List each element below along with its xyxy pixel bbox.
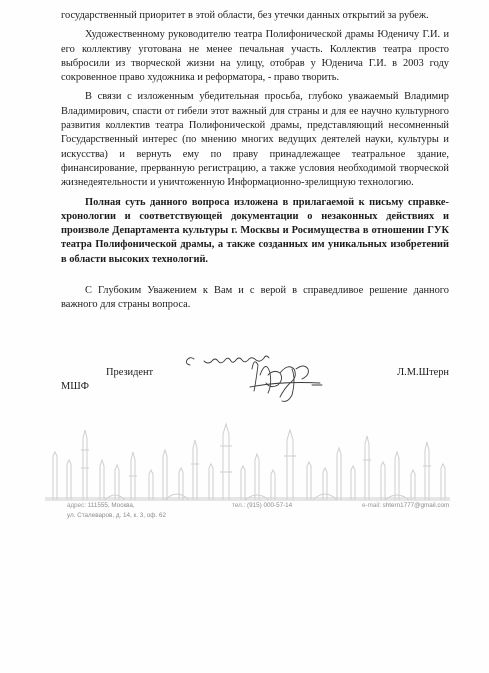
signature-block bbox=[61, 366, 449, 406]
footer-phone bbox=[232, 501, 292, 511]
paragraph-continuation: государственный приоритет в этой области, без утечки данных открытий за рубеж. bbox=[61, 10, 429, 21]
address-label: адрес: bbox=[67, 502, 87, 509]
address-line1: 111555, Москва, bbox=[87, 502, 135, 509]
paragraph-closing: С Глубоким Уважением к Вам и с верой в справедливое решение данного важного для страны вопроса. bbox=[61, 285, 449, 311]
letter-body bbox=[61, 9, 449, 313]
paragraph-request: В связи с изложенным убедительная просьба, глубоко уважаемый Владимир Владимирович, спасти от гибели этот важный для страны и для ее научно культурного развития коллектив театра Полифонической драмы, представляющий несомненный Государственный интерес (по мнению многих ведущих деятелей науки, культуры и искусства) и вернуть ему по праву принадлежащее театральное здание, финансирование, прерванную регистрацию, а также условия необходимой творческой жизнедеятельности и уничтоженную Информационно-зрелищную технологию. bbox=[61, 91, 449, 189]
signer-org: МШФ bbox=[61, 381, 89, 392]
phone-number: (915) 000-57-14 bbox=[247, 502, 293, 509]
signer-name: Л.М.Штерн bbox=[397, 367, 449, 378]
footer-address bbox=[67, 501, 166, 521]
footer-email bbox=[362, 501, 449, 511]
phone-label: тел.: bbox=[232, 502, 246, 509]
moscow-skyline-decoration bbox=[45, 420, 450, 502]
paragraph-summary: Полная суть данного вопроса изложена в прилагаемой к письму справке-хронологии и соответствующей документации о незаконных действиях и произволе Департамента культуры г. Москвы и Росимущества в отношении ГУК театра Полифонической драмы, а также созданных им уникальных изобретений в области высоких технологий. bbox=[61, 196, 449, 265]
email-label: e-mail: bbox=[362, 502, 381, 509]
letterhead-footer bbox=[0, 498, 489, 528]
email-address: shtern1777@gmail.com bbox=[382, 502, 450, 509]
paragraph-theatre: Художественному руководителю театра Полифонической драмы Юденичу Г.И. и его коллективу уготована не менее печальная участь. Коллектив театра просто выбросили из творческой жизни на улицу, отобрав у Юденича Г.И. в 2003 году сокровенное право художника и реформатора, - право творить. bbox=[61, 29, 449, 84]
address-line2: ул. Сталеваров, д. 14, к. 3, оф. 62 bbox=[67, 512, 166, 519]
signer-title: Президент bbox=[106, 367, 154, 378]
